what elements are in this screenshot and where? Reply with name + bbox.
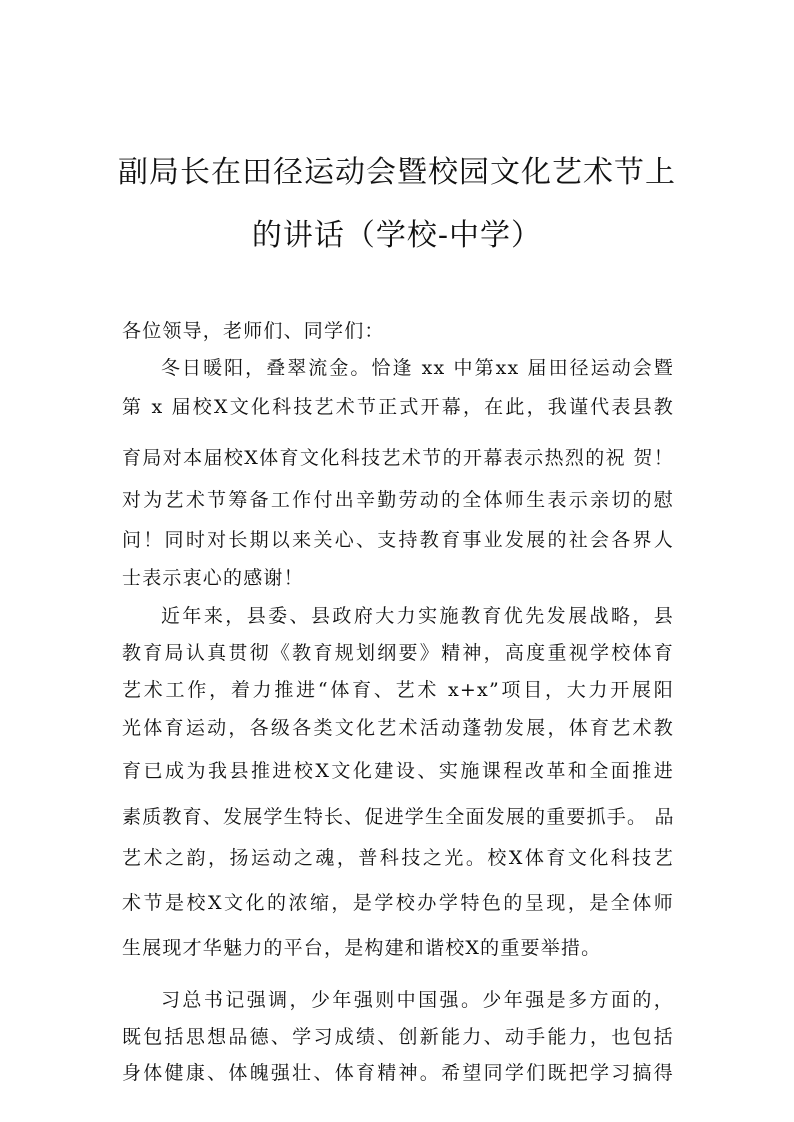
body-line: 士表示衷心的感谢！ [122,567,304,589]
document-title-line-1: 副局长在田径运动会暨校园文化艺术节上 [118,155,676,190]
body-line: 问！同时对长期以来关心、支持教育事业发展的社会各界人 [122,529,674,551]
salutation: 各位领导，老师们、同学们： [122,320,385,342]
document-title-line-2: 的讲话（学校-中学） [251,218,543,253]
body-line: 光体育运动，各级各类文化艺术活动蓬勃发展，体育艺术教 [122,717,674,739]
body-line: 术节是校X文化的浓缩，是学校办学特色的呈现，是全体师 [122,892,674,914]
body-line: 对为艺术节筹备工作付出辛勤劳动的全体师生表示亲切的慰 [122,489,674,511]
body-line: 既包括思想品德、学习成绩、创新能力、动手能力，也包括 [122,1026,674,1048]
body-line: 教育局认真贯彻《教育规划纲要》精神，高度重视学校体育 [122,642,674,664]
body-line: 艺术工作，着力推进“体育、艺术 x+x”项目，大力开展阳 [122,679,674,701]
body-line: 冬日暖阳，叠翠流金。恰逢 xx 中第xx 届田径运动会暨 [161,357,674,379]
body-line: 第 x 届校X文化科技艺术节正式开幕，在此，我谨代表县教 [122,396,674,418]
body-line: 身体健康、体魄强壮、体育精神。希望同学们既把学习搞得 [122,1062,674,1084]
body-line: 生展现才华魅力的平台，是构建和谐校X的重要举措。 [122,937,602,959]
body-line: 习总书记强调，少年强则中国强。少年强是多方面的， [161,989,674,1011]
body-line: 育局对本届校X体育文化科技艺术节的开幕表示热烈的祝 贺！ [122,447,674,469]
body-line: 艺术之韵，扬运动之魂，普科技之光。校X体育文化科技艺 [122,847,674,869]
body-line: 近年来，县委、县政府大力实施教育优先发展战略，县 [161,605,674,627]
body-line: 育已成为我县推进校X文化建设、实施课程改革和全面推进 [122,760,674,782]
body-line: 素质教育、发展学生特长、促进学生全面发展的重要抓手。 品 [122,806,675,828]
